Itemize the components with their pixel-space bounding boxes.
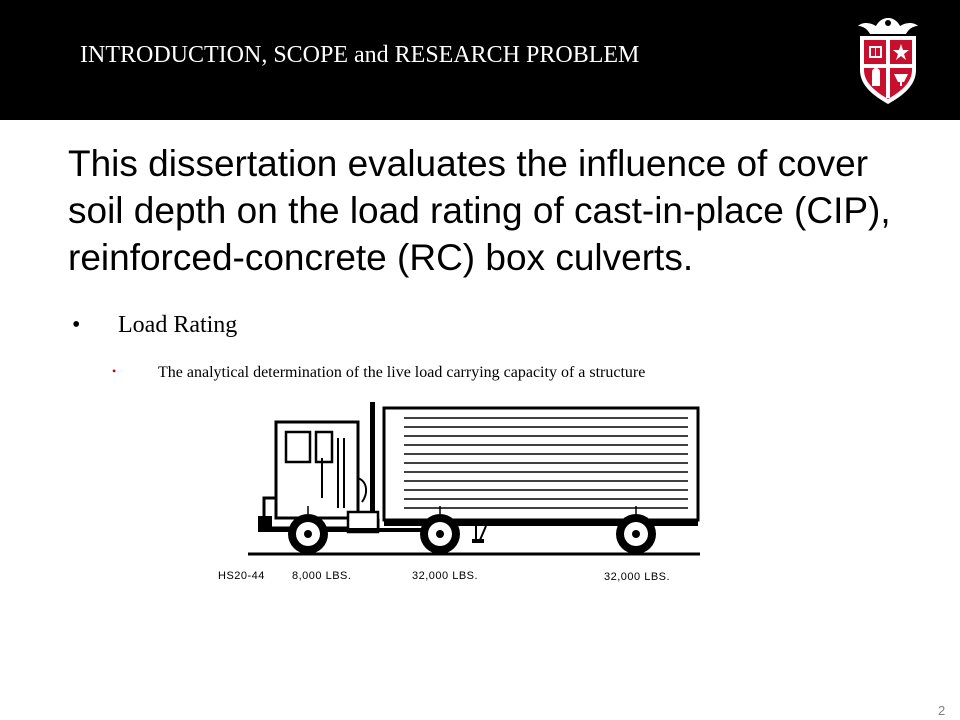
slide-number: 2 bbox=[938, 703, 946, 718]
header-bar bbox=[0, 0, 960, 120]
hs20-44-truck-diagram-icon bbox=[218, 398, 708, 590]
vehicle-designation-label: HS20-44 bbox=[218, 570, 265, 582]
axle-load-rear-label: 32,000 LBS. bbox=[604, 571, 671, 583]
headline-statement: This dissertation evaluates the influence of cover soil depth on the load rating of cast-in-place (CIP), reinforced-concrete (RC) box culverts. bbox=[68, 143, 891, 278]
slide-section-title: INTRODUCTION, SCOPE and RESEARCH PROBLEM bbox=[80, 42, 640, 68]
bullet-text: Load Rating bbox=[118, 312, 238, 338]
sub-bullet-marker: • bbox=[112, 364, 117, 378]
axle-load-drive-label: 32,000 LBS. bbox=[412, 570, 479, 582]
university-shield-logo-icon bbox=[852, 14, 924, 106]
sub-bullet-text: The analytical determination of the live load carrying capacity of a structure bbox=[158, 364, 646, 381]
axle-load-front-label: 8,000 LBS. bbox=[292, 570, 352, 582]
bullet-marker: • bbox=[72, 312, 81, 338]
truck-drawing bbox=[218, 398, 708, 590]
